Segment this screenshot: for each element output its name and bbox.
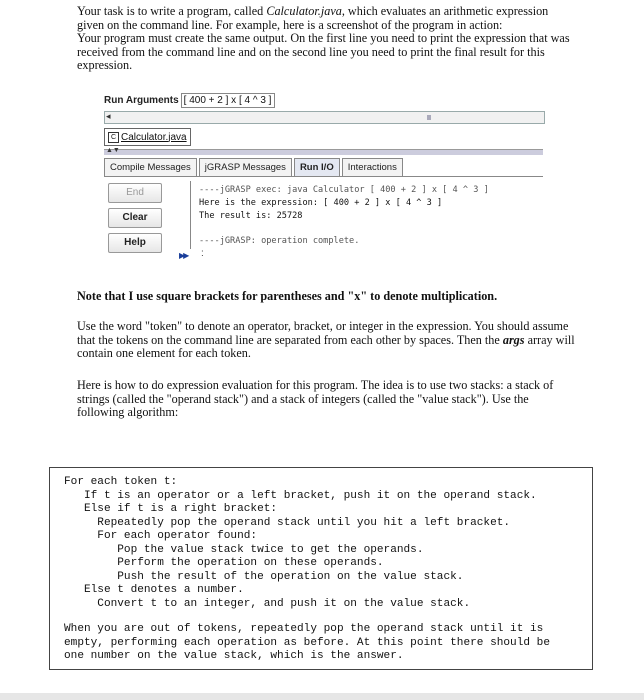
tab-run-io[interactable]: Run I/O bbox=[294, 158, 340, 176]
run-arrow-icon: ▶▶ bbox=[179, 251, 188, 260]
file-tab[interactable]: C Calculator.java bbox=[104, 128, 191, 146]
scroll-left-icon[interactable]: ◂ bbox=[106, 111, 111, 121]
tab-jgrasp-messages[interactable]: jGRASP Messages bbox=[199, 158, 292, 176]
output-line: ----jGRASP exec: java Calculator [ 400 + 2 ] x [ 4 ^ 3 ] bbox=[199, 185, 489, 195]
algorithm-code: For each token t: If t is an operator or a left bracket, push it on the operand stack. Else if t is a right bracket: Repeatedly pop the operand stack until you hit a left bracket. For each operator found: Pop the value stack twice to get the operands. Perform the operation on these operands. Push the result of the operation on the value stack. Else t denotes a number. Convert t to an integer, and push it on the value stack. bbox=[64, 476, 537, 610]
tab-compile-messages[interactable]: Compile Messages bbox=[104, 158, 197, 176]
class-name: Calculator.java bbox=[266, 4, 342, 18]
tab-interactions[interactable]: Interactions bbox=[342, 158, 403, 176]
note-paragraph: Note that I use square brackets for parentheses and "x" to denote multiplication. bbox=[77, 289, 498, 303]
algorithm-box bbox=[49, 467, 593, 670]
jgrasp-screenshot bbox=[100, 86, 550, 266]
page-bottom-bar bbox=[0, 693, 644, 700]
clear-button[interactable]: Clear bbox=[108, 208, 162, 228]
scroll-thumb[interactable] bbox=[427, 115, 431, 120]
output-gutter bbox=[190, 181, 191, 249]
run-arguments-input[interactable]: [ 400 + 2 ] x [ 4 ^ 3 ] bbox=[181, 93, 275, 108]
horizontal-scrollbar[interactable] bbox=[104, 111, 545, 124]
tab-underline bbox=[104, 176, 543, 177]
split-divider[interactable] bbox=[104, 149, 543, 155]
output-line: The result is: 25728 bbox=[199, 211, 303, 221]
token-paragraph: Use the word "token" to denote an operator, bracket, or integer in the expression. You should assume that the tokens on the command line are separated from each other by spaces. Then the args array will contain one element for each token. bbox=[77, 319, 575, 361]
output-line: Here is the expression: [ 400 + 2 ] x [ 4 ^ 3 ] bbox=[199, 198, 443, 208]
help-button[interactable]: Help bbox=[108, 233, 162, 253]
args-term: args bbox=[502, 332, 525, 347]
end-button[interactable]: End bbox=[108, 183, 162, 203]
output-line: ----jGRASP: operation complete. bbox=[199, 236, 360, 246]
run-arguments-row bbox=[104, 93, 275, 108]
how-paragraph: Here is how to do expression evaluation for this program. The idea is to use two stacks: a stack of strings (called the "operand stack") and a stack of integers (called the "value stack"). Use the following algorithm: bbox=[77, 378, 554, 420]
intro-paragraph: Your task is to write a program, called Calculator.java, which evaluates an arithmetic expression given on the command line. For example, here is a screenshot of the program in action: Your program must create the same output. On the first line you need to print the expression that was received from the command line and on the second line you need to print the final result for this expression. bbox=[77, 4, 570, 73]
input-prompt-icon: : bbox=[201, 248, 204, 259]
run-arguments-label: Run Arguments bbox=[104, 95, 179, 106]
message-tabs bbox=[104, 158, 405, 176]
divider-arrows-icon[interactable]: ▲▼ bbox=[106, 147, 120, 154]
algorithm-end-code: When you are out of tokens, repeatedly pop the operand stack until it is empty, performing each operation as before. At this point there should be one number on the value stack, which is the answer. bbox=[64, 623, 550, 662]
java-file-icon: C bbox=[108, 132, 119, 143]
